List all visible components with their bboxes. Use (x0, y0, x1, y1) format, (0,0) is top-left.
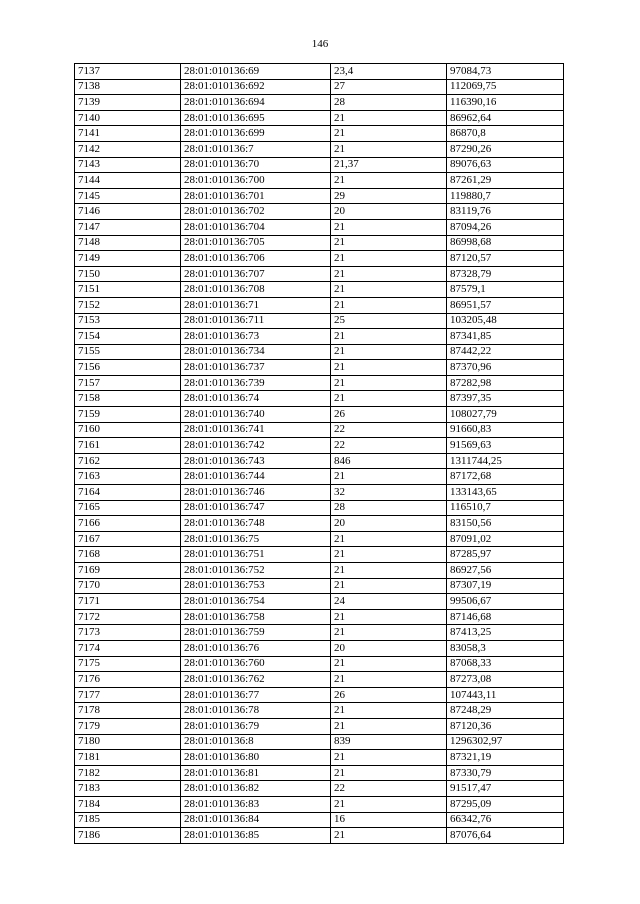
cadastral-value-cell: 87076,64 (447, 828, 564, 844)
table-row (75, 547, 564, 563)
table-row (75, 796, 564, 812)
cadastral-number-cell: 28:01:010136:748 (181, 516, 331, 532)
row-number-cell: 7163 (75, 469, 181, 485)
cadastral-value-cell: 87442,22 (447, 344, 564, 360)
table-row (75, 235, 564, 251)
cadastral-value-cell: 89076,63 (447, 157, 564, 173)
row-number-cell: 7181 (75, 750, 181, 766)
cadastral-number-cell: 28:01:010136:762 (181, 672, 331, 688)
table-row (75, 781, 564, 797)
row-number-cell: 7159 (75, 407, 181, 423)
table-row (75, 360, 564, 376)
table-row (75, 640, 564, 656)
table-row (75, 141, 564, 157)
table-row (75, 188, 564, 204)
row-number-cell: 7171 (75, 594, 181, 610)
cadastral-number-cell: 28:01:010136:734 (181, 344, 331, 360)
row-number-cell: 7143 (75, 157, 181, 173)
area-cell: 21 (331, 578, 447, 594)
row-number-cell: 7138 (75, 79, 181, 95)
row-number-cell: 7165 (75, 500, 181, 516)
table-row (75, 126, 564, 142)
row-number-cell: 7164 (75, 485, 181, 501)
row-number-cell: 7139 (75, 95, 181, 111)
row-number-cell: 7176 (75, 672, 181, 688)
cadastral-number-cell: 28:01:010136:701 (181, 188, 331, 204)
cadastral-number-cell: 28:01:010136:707 (181, 266, 331, 282)
row-number-cell: 7167 (75, 531, 181, 547)
area-cell: 21 (331, 297, 447, 313)
row-number-cell: 7166 (75, 516, 181, 532)
cadastral-value-cell: 87370,96 (447, 360, 564, 376)
cadastral-value-cell: 87397,35 (447, 391, 564, 407)
row-number-cell: 7147 (75, 219, 181, 235)
cadastral-number-cell: 28:01:010136:71 (181, 297, 331, 313)
cadastral-number-cell: 28:01:010136:70 (181, 157, 331, 173)
area-cell: 21 (331, 672, 447, 688)
cadastral-value-cell: 87120,57 (447, 251, 564, 267)
cadastral-value-cell: 87413,25 (447, 625, 564, 641)
area-cell: 26 (331, 687, 447, 703)
area-cell: 29 (331, 188, 447, 204)
area-cell: 21 (331, 141, 447, 157)
row-number-cell: 7170 (75, 578, 181, 594)
row-number-cell: 7154 (75, 329, 181, 345)
row-number-cell: 7150 (75, 266, 181, 282)
row-number-cell: 7168 (75, 547, 181, 563)
cadastral-value-cell: 87321,19 (447, 750, 564, 766)
cadastral-number-cell: 28:01:010136:695 (181, 110, 331, 126)
area-cell: 25 (331, 313, 447, 329)
cadastral-number-cell: 28:01:010136:84 (181, 812, 331, 828)
table-row (75, 812, 564, 828)
area-cell: 21 (331, 360, 447, 376)
cadastral-number-cell: 28:01:010136:737 (181, 360, 331, 376)
table-row (75, 516, 564, 532)
area-cell: 26 (331, 407, 447, 423)
cadastral-value-cell: 97084,73 (447, 64, 564, 80)
area-cell: 21 (331, 173, 447, 189)
area-cell: 20 (331, 204, 447, 220)
table-row (75, 656, 564, 672)
cadastral-value-cell: 116510,7 (447, 500, 564, 516)
cadastral-number-cell: 28:01:010136:742 (181, 438, 331, 454)
cadastral-number-cell: 28:01:010136:73 (181, 329, 331, 345)
area-cell: 21 (331, 375, 447, 391)
cadastral-value-cell: 107443,11 (447, 687, 564, 703)
area-cell: 21 (331, 547, 447, 563)
cadastral-number-cell: 28:01:010136:758 (181, 609, 331, 625)
cadastral-number-cell: 28:01:010136:708 (181, 282, 331, 298)
table-row (75, 297, 564, 313)
table-row (75, 251, 564, 267)
cadastral-value-cell: 87307,19 (447, 578, 564, 594)
area-cell: 21 (331, 219, 447, 235)
table-row (75, 157, 564, 173)
cadastral-value-cell: 108027,79 (447, 407, 564, 423)
cadastral-value-cell: 86927,56 (447, 563, 564, 579)
cadastral-number-cell: 28:01:010136:711 (181, 313, 331, 329)
area-cell: 22 (331, 781, 447, 797)
cadastral-number-cell: 28:01:010136:705 (181, 235, 331, 251)
table-row (75, 219, 564, 235)
area-cell: 21 (331, 531, 447, 547)
cadastral-value-cell: 86962,64 (447, 110, 564, 126)
cadastral-value-cell: 87282,98 (447, 375, 564, 391)
table-row (75, 703, 564, 719)
area-cell: 21 (331, 828, 447, 844)
cadastral-value-cell: 86870,8 (447, 126, 564, 142)
area-cell: 22 (331, 438, 447, 454)
area-cell: 21 (331, 235, 447, 251)
cadastral-number-cell: 28:01:010136:82 (181, 781, 331, 797)
row-number-cell: 7175 (75, 656, 181, 672)
cadastral-number-cell: 28:01:010136:702 (181, 204, 331, 220)
cadastral-value-cell: 66342,76 (447, 812, 564, 828)
table-row (75, 422, 564, 438)
cadastral-number-cell: 28:01:010136:753 (181, 578, 331, 594)
cadastral-number-cell: 28:01:010136:78 (181, 703, 331, 719)
table-row (75, 750, 564, 766)
row-number-cell: 7182 (75, 765, 181, 781)
table-row (75, 485, 564, 501)
cadastral-number-cell: 28:01:010136:76 (181, 640, 331, 656)
table-row (75, 578, 564, 594)
table-row (75, 563, 564, 579)
cadastral-value-cell: 86998,68 (447, 235, 564, 251)
row-number-cell: 7174 (75, 640, 181, 656)
table-row (75, 531, 564, 547)
area-cell: 24 (331, 594, 447, 610)
row-number-cell: 7140 (75, 110, 181, 126)
cadastral-value-cell: 87094,26 (447, 219, 564, 235)
table-row (75, 375, 564, 391)
cadastral-value-cell: 1296302,97 (447, 734, 564, 750)
cadastral-number-cell: 28:01:010136:85 (181, 828, 331, 844)
row-number-cell: 7177 (75, 687, 181, 703)
area-cell: 21 (331, 765, 447, 781)
table-row (75, 594, 564, 610)
table-row (75, 687, 564, 703)
row-number-cell: 7183 (75, 781, 181, 797)
cadastral-number-cell: 28:01:010136:759 (181, 625, 331, 641)
cadastral-value-cell: 116390,16 (447, 95, 564, 111)
row-number-cell: 7148 (75, 235, 181, 251)
cadastral-value-cell: 83119,76 (447, 204, 564, 220)
cadastral-number-cell: 28:01:010136:8 (181, 734, 331, 750)
area-cell: 21 (331, 656, 447, 672)
cadastral-value-cell: 83150,56 (447, 516, 564, 532)
table-row (75, 469, 564, 485)
cadastral-number-cell: 28:01:010136:743 (181, 453, 331, 469)
cadastral-number-cell: 28:01:010136:751 (181, 547, 331, 563)
row-number-cell: 7180 (75, 734, 181, 750)
cadastral-number-cell: 28:01:010136:694 (181, 95, 331, 111)
table-row (75, 438, 564, 454)
row-number-cell: 7161 (75, 438, 181, 454)
cadastral-number-cell: 28:01:010136:746 (181, 485, 331, 501)
area-cell: 21 (331, 718, 447, 734)
row-number-cell: 7162 (75, 453, 181, 469)
table-row (75, 282, 564, 298)
cadastral-value-cell: 87295,09 (447, 796, 564, 812)
table-row (75, 110, 564, 126)
row-number-cell: 7169 (75, 563, 181, 579)
row-number-cell: 7146 (75, 204, 181, 220)
cadastral-value-cell: 87290,26 (447, 141, 564, 157)
cadastral-number-cell: 28:01:010136:77 (181, 687, 331, 703)
cadastral-value-cell: 87068,33 (447, 656, 564, 672)
area-cell: 839 (331, 734, 447, 750)
area-cell: 22 (331, 422, 447, 438)
area-cell: 21 (331, 110, 447, 126)
cadastral-number-cell: 28:01:010136:69 (181, 64, 331, 80)
page-number: 146 (311, 38, 329, 50)
cadastral-value-cell: 1311744,25 (447, 453, 564, 469)
table-row (75, 173, 564, 189)
cadastral-value-cell: 91517,47 (447, 781, 564, 797)
area-cell: 21 (331, 609, 447, 625)
cadastral-number-cell: 28:01:010136:81 (181, 765, 331, 781)
cadastral-number-cell: 28:01:010136:83 (181, 796, 331, 812)
row-number-cell: 7144 (75, 173, 181, 189)
cadastral-value-cell: 87120,36 (447, 718, 564, 734)
area-cell: 21,37 (331, 157, 447, 173)
table-row (75, 313, 564, 329)
cadastral-number-cell: 28:01:010136:706 (181, 251, 331, 267)
row-number-cell: 7155 (75, 344, 181, 360)
cadastral-value-cell: 87273,08 (447, 672, 564, 688)
cadastral-number-cell: 28:01:010136:739 (181, 375, 331, 391)
cadastral-value-cell: 87285,97 (447, 547, 564, 563)
cadastral-value-cell: 87330,79 (447, 765, 564, 781)
table-row (75, 672, 564, 688)
cadastral-value-cell: 133143,65 (447, 485, 564, 501)
row-number-cell: 7137 (75, 64, 181, 80)
cadastral-number-cell: 28:01:010136:74 (181, 391, 331, 407)
cadastral-number-cell: 28:01:010136:7 (181, 141, 331, 157)
cadastral-value-cell: 87146,68 (447, 609, 564, 625)
table-row (75, 64, 564, 80)
area-cell: 846 (331, 453, 447, 469)
cadastral-number-cell: 28:01:010136:752 (181, 563, 331, 579)
cadastral-number-cell: 28:01:010136:747 (181, 500, 331, 516)
row-number-cell: 7172 (75, 609, 181, 625)
area-cell: 21 (331, 126, 447, 142)
row-number-cell: 7141 (75, 126, 181, 142)
cadastral-value-cell: 103205,48 (447, 313, 564, 329)
cadastral-number-cell: 28:01:010136:692 (181, 79, 331, 95)
cadastral-value-cell: 87328,79 (447, 266, 564, 282)
cadastral-number-cell: 28:01:010136:754 (181, 594, 331, 610)
row-number-cell: 7149 (75, 251, 181, 267)
cadastral-number-cell: 28:01:010136:744 (181, 469, 331, 485)
row-number-cell: 7179 (75, 718, 181, 734)
row-number-cell: 7185 (75, 812, 181, 828)
row-number-cell: 7145 (75, 188, 181, 204)
row-number-cell: 7160 (75, 422, 181, 438)
cadastral-value-cell: 91660,83 (447, 422, 564, 438)
cadastral-value-cell: 87261,29 (447, 173, 564, 189)
area-cell: 16 (331, 812, 447, 828)
table-body (75, 64, 564, 844)
table-row (75, 765, 564, 781)
area-cell: 21 (331, 703, 447, 719)
table-row (75, 329, 564, 345)
cadastral-value-cell: 99506,67 (447, 594, 564, 610)
area-cell: 27 (331, 79, 447, 95)
cadastral-number-cell: 28:01:010136:700 (181, 173, 331, 189)
row-number-cell: 7142 (75, 141, 181, 157)
row-number-cell: 7151 (75, 282, 181, 298)
area-cell: 23,4 (331, 64, 447, 80)
table-row (75, 266, 564, 282)
cadastral-value-cell: 83058,3 (447, 640, 564, 656)
cadastral-number-cell: 28:01:010136:699 (181, 126, 331, 142)
table-row (75, 79, 564, 95)
area-cell: 21 (331, 563, 447, 579)
cadastral-value-cell: 87248,29 (447, 703, 564, 719)
cadastral-number-cell: 28:01:010136:740 (181, 407, 331, 423)
area-cell: 21 (331, 266, 447, 282)
cadastral-value-cell: 87579,1 (447, 282, 564, 298)
area-cell: 32 (331, 485, 447, 501)
area-cell: 21 (331, 344, 447, 360)
area-cell: 21 (331, 251, 447, 267)
table-row (75, 95, 564, 111)
cadastral-value-cell: 112069,75 (447, 79, 564, 95)
cadastral-value-cell: 119880,7 (447, 188, 564, 204)
table-row (75, 609, 564, 625)
area-cell: 20 (331, 516, 447, 532)
row-number-cell: 7152 (75, 297, 181, 313)
table-row (75, 344, 564, 360)
area-cell: 28 (331, 500, 447, 516)
table-row (75, 828, 564, 844)
table-row (75, 734, 564, 750)
cadastral-number-cell: 28:01:010136:760 (181, 656, 331, 672)
area-cell: 28 (331, 95, 447, 111)
cadastral-number-cell: 28:01:010136:704 (181, 219, 331, 235)
row-number-cell: 7184 (75, 796, 181, 812)
area-cell: 21 (331, 329, 447, 345)
area-cell: 21 (331, 282, 447, 298)
row-number-cell: 7157 (75, 375, 181, 391)
cadastral-value-cell: 86951,57 (447, 297, 564, 313)
table-row (75, 718, 564, 734)
row-number-cell: 7158 (75, 391, 181, 407)
cadastral-number-cell: 28:01:010136:79 (181, 718, 331, 734)
cadastral-number-cell: 28:01:010136:75 (181, 531, 331, 547)
table-row (75, 204, 564, 220)
cadastral-value-cell: 91569,63 (447, 438, 564, 454)
cadastral-number-cell: 28:01:010136:741 (181, 422, 331, 438)
area-cell: 21 (331, 625, 447, 641)
row-number-cell: 7186 (75, 828, 181, 844)
row-number-cell: 7153 (75, 313, 181, 329)
area-cell: 21 (331, 391, 447, 407)
table-row (75, 500, 564, 516)
row-number-cell: 7173 (75, 625, 181, 641)
cadastral-value-cell: 87091,02 (447, 531, 564, 547)
table-row (75, 453, 564, 469)
cadastral-value-cell: 87341,85 (447, 329, 564, 345)
cadastral-value-cell: 87172,68 (447, 469, 564, 485)
cadastral-value-table (74, 63, 564, 844)
cadastral-number-cell: 28:01:010136:80 (181, 750, 331, 766)
area-cell: 21 (331, 750, 447, 766)
table-row (75, 407, 564, 423)
row-number-cell: 7156 (75, 360, 181, 376)
row-number-cell: 7178 (75, 703, 181, 719)
area-cell: 20 (331, 640, 447, 656)
area-cell: 21 (331, 796, 447, 812)
table-row (75, 625, 564, 641)
table-row (75, 391, 564, 407)
area-cell: 21 (331, 469, 447, 485)
